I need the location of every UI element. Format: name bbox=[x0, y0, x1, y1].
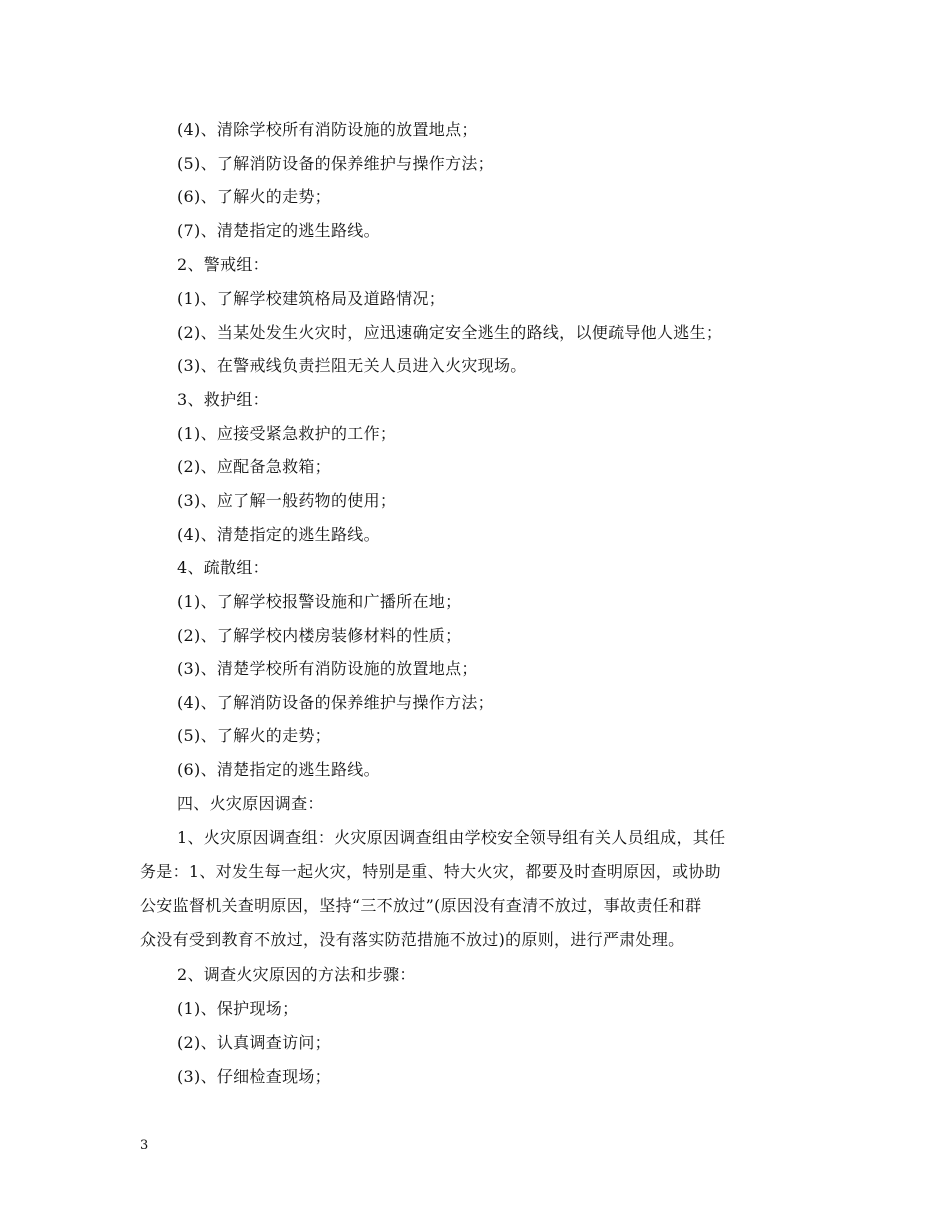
paragraph-line: 务是：1、对发生每一起火灾，特别是重、特大火灾，都要及时查明原因，或协助 bbox=[140, 862, 721, 881]
section-heading: 4、疏散组： bbox=[177, 558, 269, 577]
text-line: (4)、清楚指定的逃生路线。 bbox=[177, 525, 380, 544]
page-number: 3 bbox=[140, 1138, 149, 1153]
text-line: (3)、清楚学校所有消防设施的放置地点； bbox=[177, 659, 478, 678]
text-line: (1)、保护现场； bbox=[177, 999, 299, 1018]
text-line: (3)、仔细检查现场； bbox=[177, 1067, 331, 1086]
text-line: (2)、了解学校内楼房装修材料的性质； bbox=[177, 626, 462, 645]
text-line: (1)、了解学校报警设施和广播所在地； bbox=[177, 592, 462, 611]
section-heading: 四、火灾原因调查： bbox=[177, 794, 324, 813]
text-line: (5)、了解消防设备的保养维护与操作方法； bbox=[177, 154, 494, 173]
text-line: (1)、应接受紧急救护的工作； bbox=[177, 424, 397, 443]
text-line: (7)、清楚指定的逃生路线。 bbox=[177, 221, 380, 240]
text-line: (6)、了解火的走势； bbox=[177, 187, 331, 206]
text-line: (5)、了解火的走势； bbox=[177, 726, 331, 745]
text-line: (3)、在警戒线负责拦阻无关人员进入火灾现场。 bbox=[177, 356, 527, 375]
section-heading: 2、警戒组： bbox=[177, 255, 269, 274]
paragraph-line: 众没有受到教育不放过，没有落实防范措施不放过)的原则，进行严肃处理。 bbox=[140, 930, 685, 949]
text-line: (2)、认真调查访问； bbox=[177, 1033, 331, 1052]
text-line: (6)、清楚指定的逃生路线。 bbox=[177, 760, 380, 779]
text-line: (3)、应了解一般药物的使用； bbox=[177, 491, 397, 510]
text-line: (1)、了解学校建筑格局及道路情况； bbox=[177, 289, 446, 308]
paragraph-line: 公安监督机关查明原因，坚持“三不放过”(原因没有查清不放过，事故责任和群 bbox=[140, 896, 702, 915]
text-line: (4)、清除学校所有消防设施的放置地点； bbox=[177, 120, 478, 139]
text-line: (2)、当某处发生火灾时，应迅速确定安全逃生的路线，以便疏导他人逃生； bbox=[177, 323, 723, 342]
text-line: (2)、应配备急救箱； bbox=[177, 457, 331, 476]
section-heading: 3、救护组： bbox=[177, 390, 269, 409]
paragraph-line: 1、火灾原因调查组：火灾原因调查组由学校安全领导组有关人员组成，其任 bbox=[177, 828, 726, 847]
text-line: (4)、了解消防设备的保养维护与操作方法； bbox=[177, 693, 494, 712]
section-heading: 2、调查火灾原因的方法和步骤： bbox=[177, 965, 416, 984]
